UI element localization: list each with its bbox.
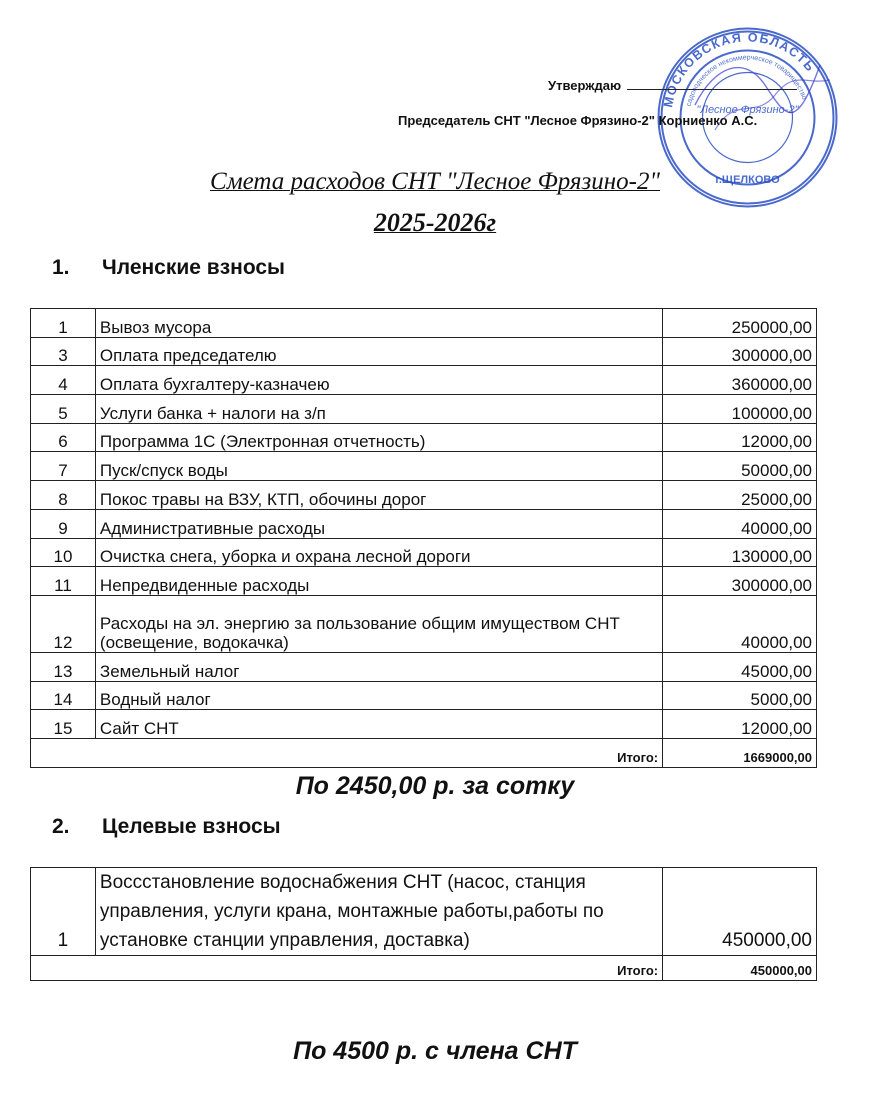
table-row	[31, 481, 817, 510]
table-row	[31, 395, 817, 424]
row-item: Услуги банка + налоги на з/п	[95, 395, 662, 424]
section-1-title: Членские взносы	[102, 256, 285, 279]
total-amount: 1669000,00	[663, 738, 817, 767]
row-item: Программа 1С (Электронная отчетность)	[95, 423, 662, 452]
document-title: Смета расходов СНТ "Лесное Фрязино-2"	[210, 168, 660, 195]
total-label: Итого:	[31, 956, 663, 981]
table-total-row	[31, 738, 817, 767]
row-amount: 5000,00	[663, 681, 817, 710]
table-row	[31, 309, 817, 338]
row-number: 14	[31, 681, 96, 710]
membership-fees-table	[30, 308, 817, 768]
row-number: 11	[31, 567, 96, 596]
row-amount: 40000,00	[663, 595, 817, 652]
row-number: 1	[31, 309, 96, 338]
table-row	[31, 567, 817, 596]
row-amount: 12000,00	[663, 423, 817, 452]
table-row	[31, 868, 817, 956]
approval-line	[548, 78, 797, 93]
row-item: Водный налог	[95, 681, 662, 710]
row-item: Расходы на эл. энергию за пользование общим имуществом СНТ (освещение, водокачка)	[95, 595, 662, 652]
table-row	[31, 452, 817, 481]
row-item: Оплата бухгалтеру-казначею	[95, 366, 662, 395]
table-row	[31, 366, 817, 395]
row-number: 1	[31, 868, 96, 956]
approve-label: Утверждаю	[548, 78, 622, 93]
chairman-line: Председатель СНТ "Лесное Фрязино-2" Корниенко А.С.	[398, 113, 758, 128]
row-number: 10	[31, 538, 96, 567]
row-number: 6	[31, 423, 96, 452]
section-2-rate: По 4500 р. с члена СНТ	[293, 1037, 577, 1065]
table-row	[31, 710, 817, 739]
table-row	[31, 681, 817, 710]
section-1-heading	[52, 256, 285, 280]
row-number: 13	[31, 652, 96, 681]
row-item: Воссстановление водоснабжения СНТ (насос, станция управления, услуги крана, монтажные работы,работы по установке станции управления, доставка)	[95, 868, 662, 956]
table-row	[31, 538, 817, 567]
row-item: Очистка снега, уборка и охрана лесной дороги	[95, 538, 662, 567]
section-1-rate: По 2450,00 р. за сотку	[295, 772, 575, 800]
table-row	[31, 652, 817, 681]
row-number: 8	[31, 481, 96, 510]
row-item: Непредвиденные расходы	[95, 567, 662, 596]
stamp-inner-text: садоводческое некоммерческое товарищество	[685, 54, 808, 108]
row-amount: 130000,00	[663, 538, 817, 567]
row-amount: 40000,00	[663, 509, 817, 538]
total-amount: 450000,00	[663, 956, 817, 981]
row-number: 4	[31, 366, 96, 395]
row-amount: 12000,00	[663, 710, 817, 739]
row-number: 3	[31, 337, 96, 366]
row-item: Административные расходы	[95, 509, 662, 538]
table-row	[31, 337, 817, 366]
row-number: 15	[31, 710, 96, 739]
row-amount: 25000,00	[663, 481, 817, 510]
row-amount: 50000,00	[663, 452, 817, 481]
row-number: 5	[31, 395, 96, 424]
total-label: Итого:	[31, 738, 663, 767]
row-item: Земельный налог	[95, 652, 662, 681]
row-item: Пуск/спуск воды	[95, 452, 662, 481]
section-2-heading	[52, 815, 281, 839]
stamp-city-text: г.ЩЕЛКОВО	[715, 174, 780, 186]
table-row	[31, 423, 817, 452]
table-row	[31, 509, 817, 538]
row-number: 7	[31, 452, 96, 481]
row-item: Сайт СНТ	[95, 710, 662, 739]
document-year: 2025-2026г	[373, 208, 497, 237]
stamp-center-text: "Лесное Фрязино-2"	[696, 104, 799, 116]
stamp-outer-text: МОСКОВСКАЯ ОБЛАСТЬ	[661, 30, 818, 109]
row-amount: 360000,00	[663, 366, 817, 395]
row-item: Вывоз мусора	[95, 309, 662, 338]
row-item: Оплата председателю	[95, 337, 662, 366]
table-row	[31, 595, 817, 652]
section-2-number: 2.	[52, 815, 70, 838]
row-amount: 300000,00	[663, 337, 817, 366]
table-total-row	[31, 956, 817, 981]
section-1-number: 1.	[52, 256, 70, 279]
row-number: 9	[31, 509, 96, 538]
target-fees-table	[30, 867, 817, 981]
row-amount: 250000,00	[663, 309, 817, 338]
row-amount: 100000,00	[663, 395, 817, 424]
row-amount: 45000,00	[663, 652, 817, 681]
row-amount: 450000,00	[663, 868, 817, 956]
section-2-title: Целевые взносы	[102, 815, 281, 838]
row-item: Покос травы на ВЗУ, КТП, обочины дорог	[95, 481, 662, 510]
row-number: 12	[31, 595, 96, 652]
signature-line	[627, 79, 797, 90]
row-amount: 300000,00	[663, 567, 817, 596]
